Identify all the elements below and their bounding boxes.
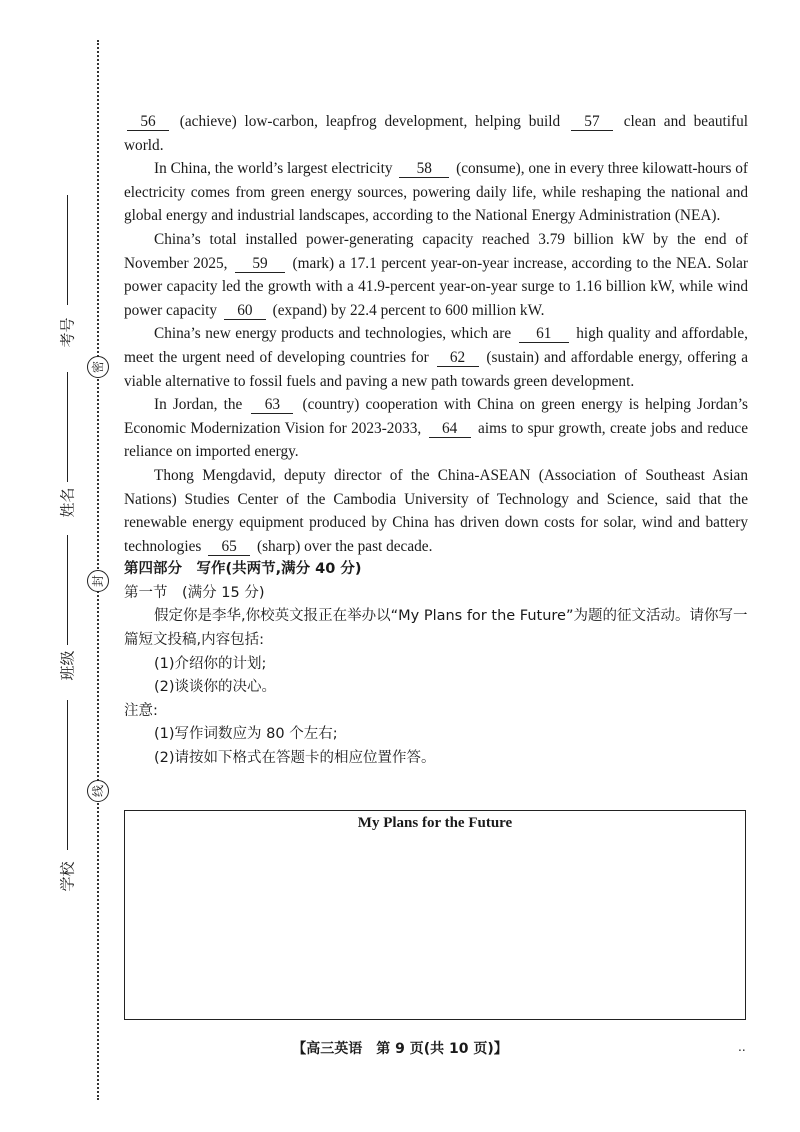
paragraph-5: [124, 393, 748, 464]
school-label: 学校: [58, 861, 77, 892]
paragraph-2: [124, 157, 748, 228]
exam-number-label: 考号: [58, 317, 77, 348]
seal-circle-feng: 封: [87, 570, 109, 592]
p1-text-c: clean and beautiful world.: [124, 113, 749, 154]
blank-64[interactable]: 64: [429, 420, 471, 438]
seal-circle-mi: 密: [87, 356, 109, 378]
p2-text-b: (consume), one in every three kilowatt-hours of electricity comes from green energy sources, powering daily life, while reshaping the national and global energy and industrial landscapes, according to the National Energy Administration (NEA).: [124, 160, 748, 225]
paragraph-6: [124, 464, 748, 558]
blank-57[interactable]: 57: [571, 113, 613, 131]
p6-text-b: (sharp) over the past decade.: [256, 537, 433, 555]
school-rule: [67, 700, 68, 850]
essay-title: My Plans for the Future: [357, 815, 513, 831]
writing-section-title: 第一节 (满分 15 分): [124, 584, 265, 601]
blank-59[interactable]: 59: [235, 255, 285, 273]
name-rule: [67, 372, 68, 482]
essay-answer-box[interactable]: [124, 810, 746, 1020]
blank-58[interactable]: 58: [399, 160, 449, 178]
writing-item-1: (1)介绍你的计划;: [154, 655, 267, 672]
p4-text-a: China’s new energy products and technologies, which are: [154, 325, 512, 343]
note-1: (1)写作词数应为 80 个左右;: [154, 726, 338, 743]
blank-61[interactable]: 61: [519, 325, 569, 343]
paragraph-3: [124, 228, 748, 322]
class-label: 班级: [58, 650, 77, 681]
writing-item-2: (2)谈谈你的决心。: [154, 679, 277, 696]
blank-62[interactable]: 62: [437, 349, 479, 367]
p5-text-a: In Jordan, the: [154, 396, 243, 414]
blank-60[interactable]: 60: [224, 302, 266, 320]
p3-text-c: (expand) by 22.4 percent to 600 million kW.: [272, 301, 545, 319]
page-content: [124, 110, 748, 771]
name-label: 姓名: [58, 487, 77, 518]
notes-label: 注意:: [124, 702, 158, 719]
note-2: (2)请按如下格式在答题卡的相应位置作答。: [154, 750, 436, 767]
binding-margin: [0, 0, 118, 1132]
p3-text-a: China’s total installed power-generating capacity reached 3.79 billion kW by the end of November 2025,: [124, 230, 748, 272]
p5-text-c: aims to spur growth, create jobs and reduce reliance on imported energy.: [124, 419, 748, 461]
page-footer: 【高三英语 第 9 页(共 10 页)】: [292, 1041, 508, 1057]
writing-prompt: 假定你是李华,你校英文报正在举办以“My Plans for the Future”为题的征文活动。请你写一篇短文投稿,内容包括:: [124, 608, 748, 649]
exam-number-rule: [67, 195, 68, 305]
p2-text-a: In China, the world’s largest electricity: [154, 160, 393, 178]
class-rule: [67, 535, 68, 645]
paragraph-4: [124, 322, 748, 393]
footer-dots: ..: [738, 1040, 746, 1054]
blank-65[interactable]: 65: [208, 538, 250, 556]
blank-56[interactable]: 56: [127, 113, 169, 131]
seal-circle-xian: 线: [87, 780, 109, 802]
paragraph-1: [124, 110, 748, 157]
writing-part-title: 第四部分 写作(共两节,满分 40 分): [124, 561, 362, 578]
p6-text-a: Thong Mengdavid, deputy director of the China-ASEAN (Association of Southeast Asian Nations) Studies Center of the Cambodia University of Technology and Science, said that the renewable energy equipment produced by China has driven down costs for solar, wind and battery technologies: [124, 466, 748, 555]
p1-text-b: (achieve) low-carbon, leapfrog development, helping build: [179, 113, 561, 130]
p4-text-b: high quality and affordable, meet the urgent need of developing countries for: [124, 325, 748, 366]
p5-text-b: (country) cooperation with China on green energy is helping Jordan’s Economic Modernization Vision for 2023-2033,: [124, 396, 748, 437]
p4-text-c: (sustain) and affordable energy, offering a viable alternative to fossil fuels and paving a new path towards green development.: [124, 348, 748, 390]
p3-text-b: (mark) a 17.1 percent year-on-year increase, according to the NEA. Solar power capacity led the growth with a 41.9-percent year-on-year surge to 1.16 billion kW, while wind power capacity: [124, 254, 749, 319]
blank-63[interactable]: 63: [251, 396, 293, 414]
